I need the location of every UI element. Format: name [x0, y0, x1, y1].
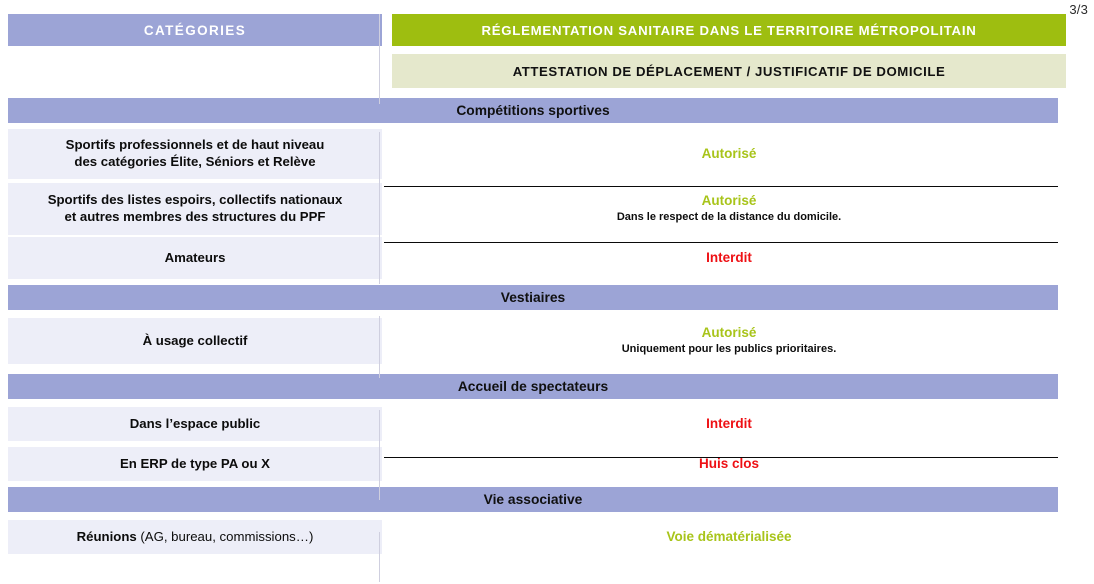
status-badge: Autorisé	[701, 325, 757, 341]
status-badge: Autorisé	[701, 145, 757, 161]
page-number: 3/3	[1069, 2, 1088, 17]
spacer	[0, 364, 1094, 374]
spacer	[0, 46, 1094, 54]
category-cell	[8, 447, 382, 481]
category-label-line1: Amateurs	[164, 249, 226, 265]
category-label-line1: À usage collectif	[142, 332, 248, 348]
status-badge: Interdit	[706, 415, 752, 431]
column-divider	[379, 14, 380, 104]
table-row	[0, 237, 1094, 279]
row-separator	[384, 242, 1058, 243]
spacer	[0, 512, 1094, 520]
row-separator	[384, 186, 1058, 187]
category-label-line2: et autres membres des structures du PPF	[64, 209, 326, 224]
category-cell	[8, 237, 382, 279]
category-label-line2: des catégories Élite, Séniors et Relève	[74, 154, 316, 169]
category-cell	[8, 318, 382, 364]
status-badge: Voie dématérialisée	[666, 528, 792, 544]
table-row	[0, 183, 1094, 235]
category-label-rest: (AG, bureau, commissions…)	[136, 528, 314, 544]
subheader-empty-cell	[8, 54, 382, 88]
table-row	[0, 407, 1094, 441]
table-row	[0, 447, 1094, 481]
header-categories: CATÉGORIES	[8, 14, 382, 46]
regulation-table	[0, 14, 1094, 554]
category-cell	[8, 129, 382, 179]
regulation-cell	[392, 183, 1066, 235]
category-label-line1: Sportifs des listes espoirs, collectifs nationaux	[47, 192, 343, 208]
category-cell	[8, 520, 382, 554]
spacer	[0, 399, 1094, 407]
regulation-cell	[392, 237, 1066, 279]
category-label-bold: Réunions	[76, 528, 137, 544]
regulation-cell	[392, 407, 1066, 441]
column-divider	[379, 132, 380, 284]
table-subheader-row	[0, 54, 1094, 88]
regulation-cell	[392, 318, 1066, 364]
category-label-line1: Dans l’espace public	[129, 415, 261, 431]
status-badge: Interdit	[706, 249, 752, 265]
table-row	[0, 318, 1094, 364]
status-note: Dans le respect de la distance du domicile.	[616, 211, 842, 224]
table-header-row	[0, 14, 1094, 46]
section-header-vestiaires: Vestiaires	[8, 285, 1058, 310]
spacer	[0, 88, 1094, 98]
column-divider	[379, 410, 380, 500]
status-badge: Autorisé	[701, 193, 757, 209]
header-regulation: RÉGLEMENTATION SANITAIRE DANS LE TERRITOIRE MÉTROPOLITAIN	[392, 14, 1066, 46]
table-row	[0, 129, 1094, 179]
spacer	[0, 310, 1094, 318]
status-badge: Huis clos	[698, 455, 760, 471]
column-divider	[379, 316, 380, 378]
table-row	[0, 520, 1094, 554]
regulation-cell	[392, 520, 1066, 554]
category-label-line1: En ERP de type PA ou X	[120, 455, 270, 471]
category-label-line1: Sportifs professionnels et de haut niveau	[65, 137, 325, 153]
section-header-vie-associative: Vie associative	[8, 487, 1058, 512]
column-divider	[379, 532, 380, 582]
regulation-cell	[392, 129, 1066, 179]
section-header-competitions-sportives: Compétitions sportives	[8, 98, 1058, 123]
header-attestation: ATTESTATION DE DÉPLACEMENT / JUSTIFICATIF DE DOMICILE	[392, 54, 1066, 88]
section-header-accueil-de-spectateurs: Accueil de spectateurs	[8, 374, 1058, 399]
category-cell	[8, 407, 382, 441]
row-separator	[384, 457, 1058, 458]
status-note: Uniquement pour les publics prioritaires.	[621, 343, 837, 356]
regulation-cell	[392, 447, 1066, 481]
category-cell	[8, 183, 382, 235]
